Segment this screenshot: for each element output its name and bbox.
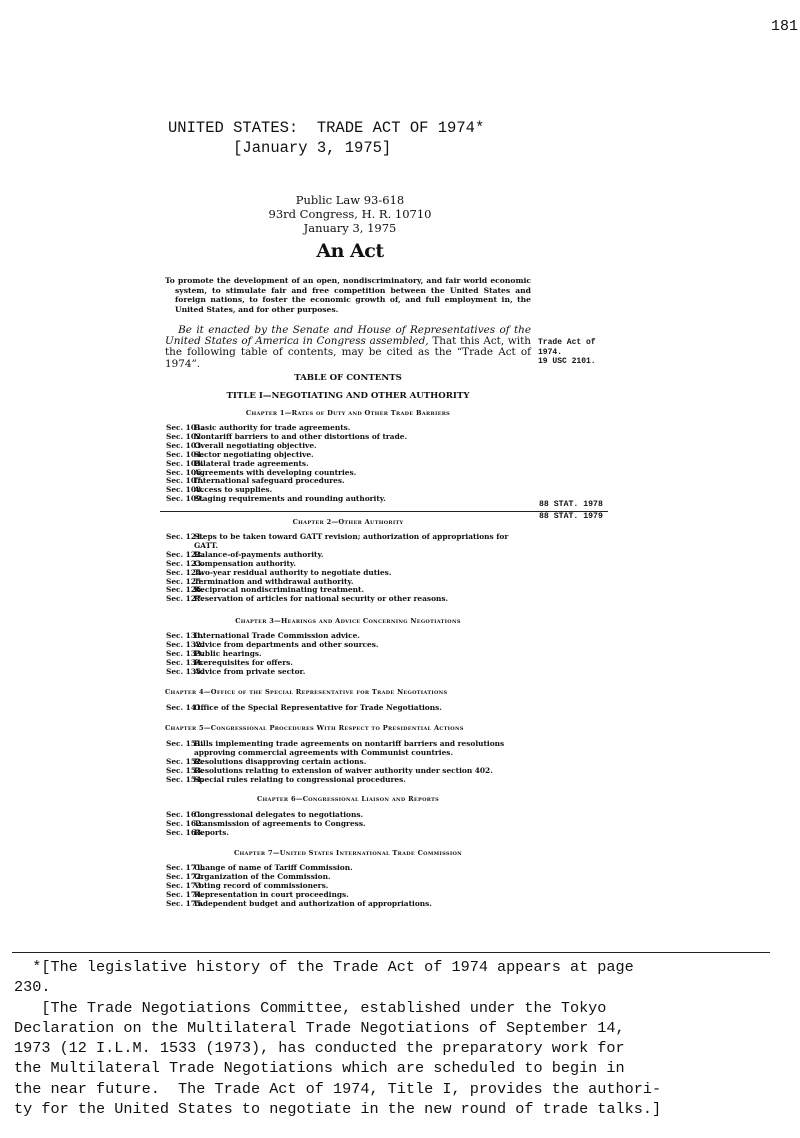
section-number: Sec. 107. xyxy=(166,476,204,486)
chapter-1-heading: Chapter 1—Rates of Duty and Other Trade Barriers xyxy=(245,409,451,417)
section-number: Sec. 105. xyxy=(166,458,204,468)
title-line-2: [January 3, 1975] xyxy=(168,139,392,157)
toc-row xyxy=(166,740,536,758)
section-number: Sec. 126. xyxy=(166,585,204,595)
section-title: Public hearings. xyxy=(194,648,262,658)
section-title: Overall negotiating objective. xyxy=(194,440,317,450)
section-title: Voting record of commissioners. xyxy=(194,880,329,890)
section-number: Sec. 101. xyxy=(166,423,204,432)
section-title: Termination and withdrawal authority. xyxy=(194,576,354,586)
section-title: Reciprocal nondiscriminating treatment. xyxy=(194,585,365,595)
section-title: Sector negotiating objective. xyxy=(194,449,314,459)
toc-title-heading: TITLE I—NEGOTIATING AND OTHER AUTHORITY xyxy=(226,391,470,401)
footnote-line: Declaration on the Multilateral Trade Negotiations of September 14, xyxy=(14,1018,625,1037)
section-title: International safeguard procedures. xyxy=(194,476,345,486)
section-number: Sec. 123. xyxy=(166,558,204,568)
section-title: Organization of the Commission. xyxy=(194,871,331,881)
purpose-text: To promote the development of an open, nondiscriminatory, and fair world economic system, to stimulate fair and free competition between the United States and foreign nations, to foster the economic growth of, and full employment in, the United States, and for other purposes. xyxy=(165,276,531,314)
section-title: Representation in court proceedings. xyxy=(194,889,349,899)
section-title: Steps to be taken toward GATT revision; authorization of appropriations for GATT. xyxy=(194,532,509,550)
an-act-heading: An Act xyxy=(316,240,384,262)
toc-row xyxy=(166,704,536,713)
section-title: Office of the Special Representative for Trade Negotiations. xyxy=(194,703,442,712)
title-line-1: UNITED STATES: TRADE ACT OF 1974* xyxy=(168,119,485,137)
stat-reference-1979: 88 STAT. 1979 xyxy=(539,512,603,521)
chapter-3-sections xyxy=(166,632,536,677)
chapter-6-heading: Chapter 6—Congressional Liaison and Reports xyxy=(256,795,440,803)
footnote xyxy=(14,957,784,1119)
section-number: Sec. 103. xyxy=(166,440,204,450)
section-number: Sec. 153. xyxy=(166,765,204,775)
footnote-line: the Multilateral Trade Negotiations which are scheduled to begin in xyxy=(14,1059,625,1078)
section-title: Access to supplies. xyxy=(194,485,273,495)
section-number: Sec. 163. xyxy=(166,827,204,837)
toc-row xyxy=(166,495,536,504)
section-title: Bilateral trade agreements. xyxy=(194,458,309,468)
section-number: Sec. 151. xyxy=(166,739,204,748)
section-number: Sec. 109. xyxy=(166,494,204,504)
section-title: Advice from private sector. xyxy=(194,666,306,676)
section-number: Sec. 125. xyxy=(166,576,204,586)
chapter-2-sections xyxy=(166,533,536,604)
section-number: Sec. 154. xyxy=(166,774,204,784)
chapter-4-heading: Chapter 4—Office of the Special Representative for Trade Negotiations xyxy=(165,688,448,696)
chapter-7-heading: Chapter 7—United States International Trade Commission xyxy=(233,849,463,857)
section-title: Balance-of-payments authority. xyxy=(194,549,324,559)
section-title: Two-year residual authority to negotiate duties. xyxy=(194,567,392,577)
section-title: Basic authority for trade agreements. xyxy=(194,423,351,432)
section-number: Sec. 135. xyxy=(166,666,204,676)
document-title xyxy=(168,118,484,158)
chapter-5-heading: Chapter 5—Congressional Procedures With Respect to Presidential Actions xyxy=(165,724,464,732)
section-number: Sec. 131. xyxy=(166,631,204,640)
footnote-line: [The Trade Negotiations Committee, established under the Tokyo xyxy=(14,998,607,1017)
toc-row xyxy=(166,668,536,677)
toc-row xyxy=(166,900,536,909)
section-title: Special rules relating to congressional procedures. xyxy=(194,774,406,784)
stat-reference-1978: 88 STAT. 1978 xyxy=(539,500,603,509)
page-number: 181 xyxy=(770,18,798,35)
enacting-clause-italic: Be it enacted by the Senate and House of Representatives of the United States of America in Congress assembled, xyxy=(165,324,531,348)
section-number: Sec. 133. xyxy=(166,648,204,658)
section-number: Sec. 175. xyxy=(166,898,204,908)
section-title: Agreements with developing countries. xyxy=(194,467,357,477)
congress-bill: 93rd Congress, H. R. 10710 xyxy=(268,207,432,221)
section-number: Sec. 171. xyxy=(166,863,204,872)
section-title: Prerequisites for offers. xyxy=(194,657,293,667)
footnote-line: ty for the United States to negotiate in the new round of trade talks.] xyxy=(14,1100,662,1119)
section-title: Compensation authority. xyxy=(194,558,296,568)
section-number: Sec. 172. xyxy=(166,871,204,881)
enacting-clause-rest: That this Act, with the following table of contents, may be cited as the “Trade Act of 1974”. xyxy=(165,335,531,370)
margin-note-line-2: 1974. xyxy=(538,347,563,357)
chapter-4-sections xyxy=(166,704,536,713)
section-number: Sec. 124. xyxy=(166,567,204,577)
section-title: Resolutions relating to extension of waiver authority under section 402. xyxy=(194,765,493,775)
section-number: Sec. 173. xyxy=(166,880,204,890)
section-title: International Trade Commission advice. xyxy=(194,631,360,640)
chapter-6-sections xyxy=(166,811,536,838)
section-title: Advice from departments and other sources. xyxy=(194,639,379,649)
section-number: Sec. 102. xyxy=(166,431,204,441)
section-title: Congressional delegates to negotiations. xyxy=(194,810,364,819)
enacting-clause xyxy=(165,325,531,370)
chapter-3-heading: Chapter 3—Hearings and Advice Concerning Negotiations xyxy=(235,617,461,625)
public-law-number: Public Law 93-618 xyxy=(295,193,405,207)
toc-row xyxy=(166,533,536,551)
margin-note-line-1: Trade Act of xyxy=(538,338,596,347)
section-number: Sec. 108. xyxy=(166,485,204,495)
section-title: Independent budget and authorization of appropriations. xyxy=(194,898,432,908)
section-number: Sec. 106. xyxy=(166,467,204,477)
section-number: Sec. 132. xyxy=(166,639,204,649)
section-title: Resolutions disapproving certain actions. xyxy=(194,756,367,766)
footnote-line: 1973 (12 I.L.M. 1533 (1973), has conducted the preparatory work for xyxy=(14,1039,625,1058)
section-number: Sec. 127. xyxy=(166,594,204,604)
chapter-5-sections xyxy=(166,740,536,785)
footnote-divider xyxy=(12,952,770,953)
section-number: Sec. 141. xyxy=(166,703,204,712)
section-title: Reports. xyxy=(194,827,229,837)
section-number: Sec. 161. xyxy=(166,810,204,819)
enactment-date: January 3, 1975 xyxy=(303,221,397,235)
section-number: Sec. 134. xyxy=(166,657,204,667)
public-law-block xyxy=(160,193,540,235)
chapter-1-sections xyxy=(166,424,536,504)
section-title: Reservation of articles for national security or other reasons. xyxy=(194,594,449,604)
footnote-line: *[The legislative history of the Trade Act of 1974 appears at page xyxy=(14,958,634,976)
section-title: Transmission of agreements to Congress. xyxy=(194,818,366,828)
toc-row xyxy=(166,595,536,604)
section-number: Sec. 122. xyxy=(166,549,204,559)
margin-note-line-3: 19 USC 2101. xyxy=(538,357,596,367)
toc-row xyxy=(166,829,536,838)
section-number: Sec. 104. xyxy=(166,449,204,459)
section-number: Sec. 121. xyxy=(166,532,204,541)
section-title: Bills implementing trade agreements on nontariff barriers and resolutions approving commercial agreements with Communist countries. xyxy=(194,739,505,757)
toc-row xyxy=(166,776,536,785)
footnote-line: the near future. The Trade Act of 1974, Title I, provides the authori- xyxy=(14,1079,662,1098)
chapter-7-sections xyxy=(166,864,536,909)
purpose-clause xyxy=(165,276,531,314)
margin-note xyxy=(538,338,596,367)
section-title: Change of name of Tariff Commission. xyxy=(194,863,353,872)
chapter-2-heading: Chapter 2—Other Authority xyxy=(292,518,404,526)
section-title: Staging requirements and rounding authority. xyxy=(194,494,386,504)
section-title: Nontariff barriers to and other distortions of trade. xyxy=(194,431,408,441)
section-number: Sec. 162. xyxy=(166,818,204,828)
section-number: Sec. 174. xyxy=(166,889,204,899)
toc-heading: TABLE OF CONTENTS xyxy=(294,373,402,383)
section-number: Sec. 152. xyxy=(166,756,204,766)
footnote-line: 230. xyxy=(14,978,51,997)
